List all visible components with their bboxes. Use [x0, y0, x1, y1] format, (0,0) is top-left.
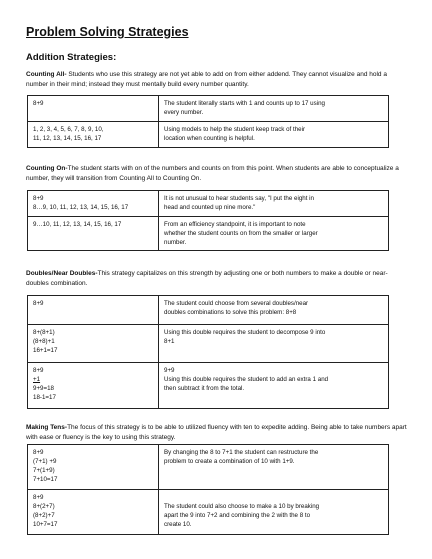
cell-line: 8+9 [33, 195, 44, 202]
cell-line: 1, 2, 3, 4, 5, 6, 7, 8, 9, 10, [33, 126, 104, 133]
table-row [28, 296, 389, 325]
table-row [28, 325, 389, 363]
cell-line: every number. [164, 109, 204, 116]
counting-all-table [27, 95, 389, 148]
making-tens-table [27, 444, 389, 535]
counting-all-paragraph [26, 70, 408, 90]
counting-all-text: Students who use this strategy are not yet able to add on from either addend. They cannot visualize and hold a number in their mind; instead they must mentally build every number quantity. [26, 71, 387, 88]
cell-line: 16+1=17 [33, 347, 58, 354]
cell-line: The student could choose from several doubles/near [164, 300, 309, 307]
table-row [28, 445, 389, 490]
table-cell-left [28, 122, 159, 148]
cell-line: (7+1) +9 [33, 458, 57, 465]
table-cell-left [28, 296, 159, 325]
counting-on-paragraph [26, 164, 408, 184]
cell-line: 7+(1+9) [33, 467, 55, 474]
table-cell-left [28, 96, 159, 122]
doubles-heading: Doubles/Near Doubles- [26, 270, 98, 277]
page-title: Problem Solving Strategies [26, 25, 189, 39]
cell-line: 8+(8+1) [33, 329, 55, 336]
cell-line: Using models to help the student keep track of their [164, 126, 306, 133]
table-cell-left [28, 325, 159, 363]
cell-line: The student could also choose to make a 10 by breaking [164, 503, 320, 510]
cell-line: By changing the 8 to 7+1 the student can restructure the [164, 449, 319, 456]
cell-line: 8+1 [164, 338, 175, 345]
table-cell-right [159, 490, 389, 535]
counting-all-heading: Counting All- [26, 71, 67, 78]
cell-line: 8+(2+7) [33, 503, 55, 510]
cell-line: 10+7=17 [33, 521, 58, 528]
cell-line: It is not unusual to hear students say, "I put the eight in [164, 195, 314, 202]
counting-on-text: The student starts with on of the numbers and counts on from this point. When students are able to conceptualize a number, they will transition from Counting All to Counting On. [26, 165, 399, 182]
cell-line: From an efficiency standpoint, it is important to note [164, 221, 306, 228]
table-row [28, 122, 389, 148]
cell-line: whether the student counts on from the smaller or larger [164, 230, 318, 237]
cell-line: 11, 12, 13, 14, 15, 16, 17 [33, 135, 102, 142]
cell-line: 8+9 [33, 300, 44, 307]
cell-line: 9+9 [164, 367, 175, 374]
counting-on-table [27, 190, 389, 251]
cell-line: problem to create a combination of 10 with 1+9. [164, 458, 295, 465]
table-cell-right [159, 191, 389, 217]
cell-line: then subtract it from the total. [164, 385, 245, 392]
table-cell-right [159, 217, 389, 251]
cell-line: Using this double requires the student to add an extra 1 and [164, 376, 329, 383]
making-tens-text: The focus of this strategy is to be able to utilized fluency with ten to expedite adding. Being able to take numbers apart with ease or fluency is the key to using this strategy. [26, 424, 407, 441]
cell-line: 9…10, 11, 12, 13, 14, 15, 16, 17 [33, 221, 122, 228]
cell-line: 18-1=17 [33, 394, 56, 401]
making-tens-heading: Making Tens- [26, 424, 68, 431]
table-row [28, 217, 389, 251]
table-cell-left [28, 217, 159, 251]
cell-line: location when counting is helpful. [164, 135, 255, 142]
table-cell-left [28, 191, 159, 217]
doubles-table [27, 295, 389, 409]
section-subtitle: Addition Strategies: [26, 52, 117, 63]
cell-line: 8…9, 10, 11, 12, 13, 14, 15, 16, 17 [33, 204, 129, 211]
cell-line: create 10. [164, 521, 192, 528]
table-cell-right [159, 96, 389, 122]
table-cell-right [159, 445, 389, 490]
cell-line: (8+8)+1 [33, 338, 55, 345]
doubles-paragraph [26, 269, 408, 289]
cell-line: 7+10=17 [33, 476, 58, 483]
cell-line: Using this double requires the student to decompose 9 into [164, 329, 326, 336]
cell-line: 8+9 [33, 367, 44, 374]
table-cell-left [28, 445, 159, 490]
table-row [28, 191, 389, 217]
cell-line: head and counted up nine more." [164, 204, 256, 211]
cell-line: The student literally starts with 1 and counts up to 17 using [164, 100, 325, 107]
cell-line: number. [164, 239, 187, 246]
counting-on-heading: Counting On- [26, 165, 68, 172]
cell-line: (8+2)+7 [33, 512, 55, 519]
table-cell-right [159, 296, 389, 325]
table-row [28, 490, 389, 535]
doubles-text: This strategy capitalizes on this strength by adjusting one or both numbers to make a double or near-doubles combination. [26, 270, 388, 287]
table-cell-right [159, 325, 389, 363]
cell-line: 8+9 [33, 494, 44, 501]
table-cell-left [28, 490, 159, 535]
table-cell-right [159, 363, 389, 409]
cell-line: doubles combinations to solve this problem: 8+8 [164, 309, 297, 316]
cell-line: 9+9=18 [33, 385, 54, 392]
cell-line: apart the 9 into 7+2 and combining the 2 with the 8 to [164, 512, 311, 519]
cell-line: 8+9 [33, 449, 44, 456]
table-row [28, 96, 389, 122]
table-cell-right [159, 122, 389, 148]
cell-line [164, 493, 383, 502]
making-tens-paragraph [26, 423, 408, 443]
cell-line: 8+9 [33, 100, 44, 107]
cell-line: +1 [33, 376, 41, 383]
table-row [28, 363, 389, 409]
table-cell-left [28, 363, 159, 409]
